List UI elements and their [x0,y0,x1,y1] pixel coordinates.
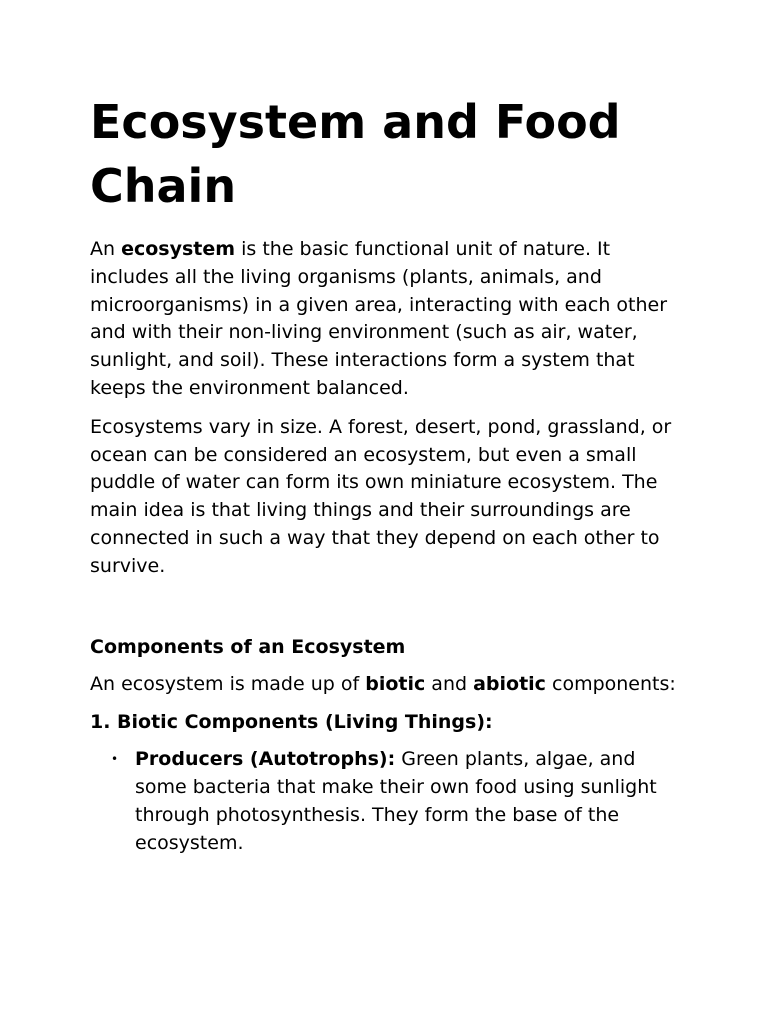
components-text-3: components: [545,672,676,695]
components-paragraph [90,671,678,699]
list-item [111,746,678,857]
page-title: Ecosystem and Food Chain [90,95,621,213]
intro-text-2: is the basic functional unit of nature. It includes all the living organisms (plants, animals, and microorganisms) in a given area, interacting with each other and with their non-living environment (such as air, water, sunlight, and soil). These interactions form a system that keeps the environment balanced. [90,238,668,399]
biotic-term: biotic [365,672,426,695]
list-item-term: Producers (Autotrophs): [135,748,396,771]
list-item-description: Green plants, algae, and some bacteria that make their own food using sunlight through photosynthesis. They form the base of the ecosystem. [135,748,657,854]
section-heading: Components of an Ecosystem [90,635,406,658]
ecosystem-term: ecosystem [121,238,236,260]
intro-paragraph [90,236,678,403]
components-text-1: An ecosystem is made up of [90,672,366,695]
biotic-list [90,746,678,857]
intro-text-1: An [90,238,122,260]
components-text-2: and [425,672,474,695]
bullet-icon: • [111,752,119,767]
abiotic-term: abiotic [473,672,546,695]
ecosystem-size-paragraph: Ecosystems vary in size. A forest, desert, pond, grassland, or ocean can be considered an ecosystem, but even a small puddle of water can form its own miniature ecosystem. The main idea is that living things and their surroundings are connected in such a way that they depend on each other to survive. [90,415,672,577]
subheading-biotic: 1. Biotic Components (Living Things): [90,711,493,734]
